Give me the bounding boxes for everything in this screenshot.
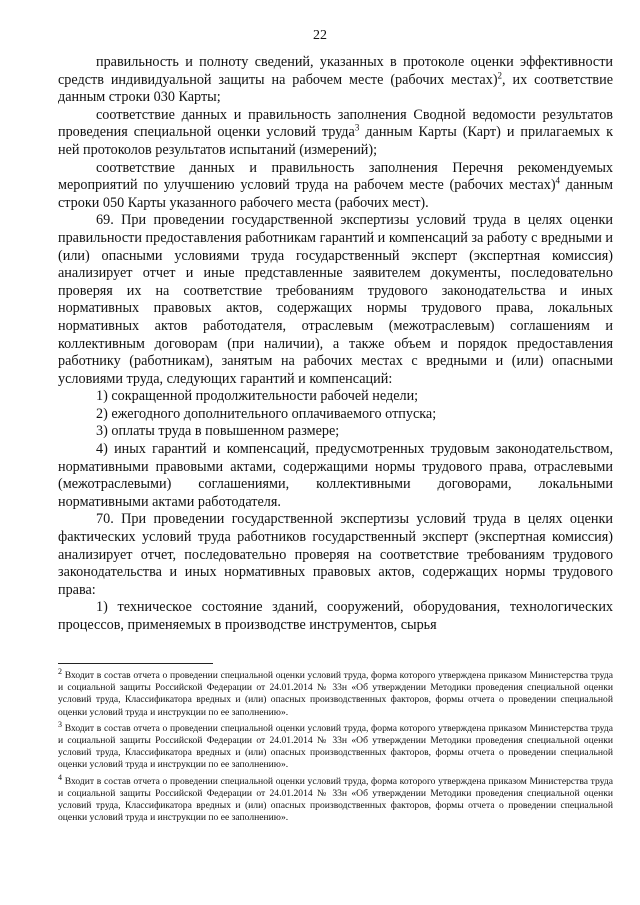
page-number: 22 [313, 28, 327, 43]
list-item-69-2: 2) ежегодного дополнительного оплачиваемого отпуска; [96, 405, 437, 422]
paragraph-69: 69. При проведении государственной экспертизы условий труда в целях оценки правильности предоставления работникам гарантий и компенсаций за работу с вредными и (или) опасными условиями труда государственный эксперт (экспертная комиссия) анализирует отчет и иные представленные заявителем документы, последовательно проверяя их на соответствие требованиям трудового законодательства и иных нормативных правовых актов, содержащих нормы трудового права, локальных нормативных актов работодателя, отраслевым (межотраслевым) соглашениям и коллективным договорам (при наличии), а также объем и порядок предоставления работнику (работникам), занятым на рабочих местах с вредными и (или) опасными условиями труда, следующих гарантий и компенсаций: [58, 212, 613, 387]
list-item-69-1: 1) сокращенной продолжительности рабочей недели; [96, 388, 419, 405]
footnote-4: $^4$ Входит в состав отчета о проведении специальной оценки условий труда, форма которого утверждена приказом Министерства труда и социальной защиты Российской Федерации от 24.01.2014 № 33н «Об утверждении Методики проведения специальной оценки условий труда, Классификатора вредных и (или) опасных производственных факторов, формы отчета о проведении специальной оценки условий труда и инструкции по ее заполнению». [58, 772, 613, 824]
list-item-69-4: 4) иных гарантий и компенсаций, предусмотренных трудовым законодательством, нормативными правовыми актами, содержащими нормы трудового права, отраслевыми (межотраслевыми) соглашениями, коллективными договорами, локальными нормативными актами работодателя. [58, 441, 613, 510]
footnote-separator [58, 663, 213, 664]
footnote-ref-2: 2 [497, 69, 503, 80]
footnotes [58, 666, 613, 828]
footnote-2: $^2$ Входит в состав отчета о проведении специальной оценки условий труда, форма которого утверждена приказом Министерства труда и социальной защиты Российской Федерации от 24.01.2014 № 33н «Об утверждении Методики проведения специальной оценки условий труда, Классификатора вредных и (или) опасных производственных факторов, формы отчета о проведении специальной оценки условий труда и инструкции по ее заполнению». [58, 666, 613, 718]
footnote-ref-3: 3 [354, 122, 360, 133]
paragraph-summary-sheet-check: соответствие данных и правильность заполнения Сводной ведомости результатов проведения специальной оценки условий труда$^3$ данным Карты (Карт) и прилагаемых к ней протоколов результатов испытаний (измерений); [58, 106, 613, 158]
list-item-69-3: 3) оплаты труда в повышенном размере; [96, 423, 340, 440]
footnote-ref-4: 4 [555, 175, 561, 186]
paragraph-70: 70. При проведении государственной экспертизы условий труда в целях оценки фактических условий труда работников государственный эксперт (экспертная комиссия) анализирует отчет, последовательно проверяя на соответствие требованиям трудового законодательства и иных нормативных правовых актов, содержащих нормы трудового права: [58, 511, 613, 598]
paragraph-measures-list-check: соответствие данных и правильность заполнения Перечня рекомендуемых мероприятий по улучшению условий труда на рабочем месте (рабочих местах)$^4$ данным строки 050 Карты указанного рабочего места (рабочих мест). [58, 159, 613, 211]
list-item-70-1: 1) техническое состояние зданий, сооружений, оборудования, технологических процессов, применяемых в производстве инструментов, сырья [58, 599, 613, 633]
main-text [58, 54, 613, 635]
paragraph-sout-ppe-check: правильность и полноту сведений, указанных в протоколе оценки эффективности средств индивидуальной защиты на рабочем месте (рабочих местах)$^2$, их соответствие данным строки 030 Карты; [58, 54, 613, 106]
footnote-3: $^3$ Входит в состав отчета о проведении специальной оценки условий труда, форма которого утверждена приказом Министерства труда и социальной защиты Российской Федерации от 24.01.2014 № 33н «Об утверждении Методики проведения специальной оценки условий труда, Классификатора вредных и (или) опасных производственных факторов, формы отчета о проведении специальной оценки условий труда и инструкции по ее заполнению». [58, 719, 613, 771]
